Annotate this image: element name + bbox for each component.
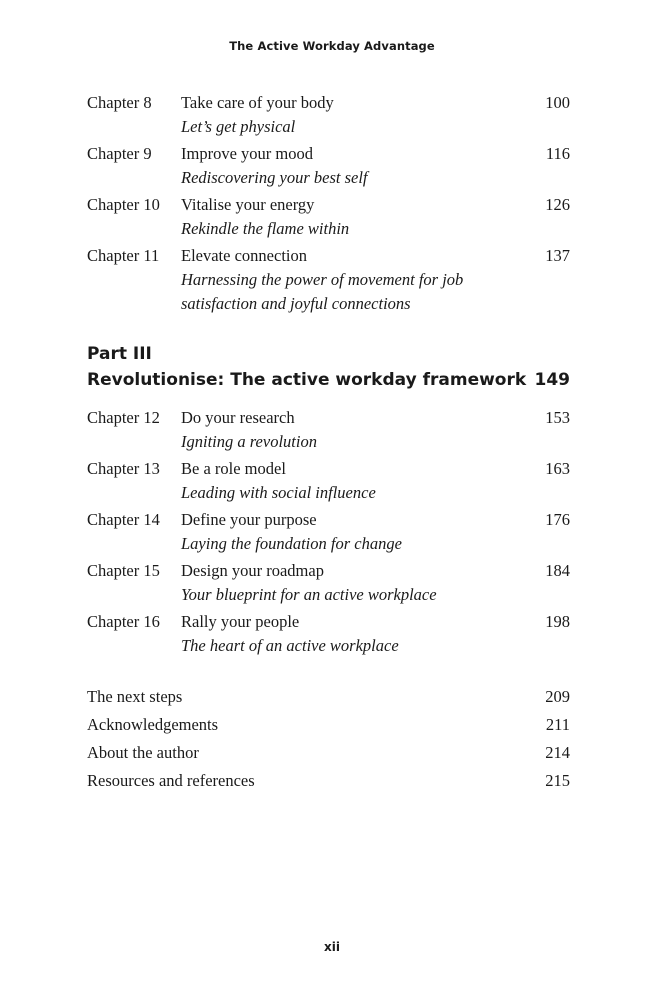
toc-entry-next-steps (87, 683, 570, 711)
chapter-number: Chapter 13 (87, 459, 160, 478)
toc-entry-chapter-15 (87, 559, 570, 607)
chapter-subtitle: Laying the foundation for change (181, 534, 402, 553)
chapter-title: Define your purpose (181, 510, 317, 529)
toc-part3-heading (87, 341, 570, 393)
chapter-subtitle: Rediscovering your best self (181, 168, 368, 187)
chapter-subtitle: Let’s get physical (181, 117, 296, 136)
toc-entry-chapter-10 (87, 193, 570, 241)
chapter-title: Vitalise your energy (181, 195, 315, 214)
running-head: The Active Workday Advantage (229, 39, 435, 53)
toc-entry-chapter-13 (87, 457, 570, 505)
end-matter-title: The next steps (87, 687, 183, 706)
part-page-number: 149 (534, 370, 570, 390)
chapter-number: Chapter 14 (87, 510, 160, 529)
toc-entry-chapter-8 (87, 91, 570, 139)
chapter-number: Chapter 10 (87, 195, 160, 214)
toc-entry-chapter-12 (87, 406, 570, 454)
chapter-subtitle: The heart of an active workplace (181, 636, 399, 655)
chapter-number: Chapter 9 (87, 144, 152, 163)
end-matter-page-number: 214 (545, 743, 570, 762)
toc-end-matter (87, 683, 570, 795)
toc-entry-chapter-16 (87, 610, 570, 658)
chapter-title: Improve your mood (181, 144, 313, 163)
chapter-subtitle: Your blueprint for an active workplace (181, 585, 437, 604)
chapter-subtitle: Igniting a revolution (181, 432, 317, 451)
chapter-subtitle: Rekindle the flame within (181, 219, 350, 238)
toc-entry-chapter-11 (87, 244, 570, 316)
chapter-page-number: 176 (545, 510, 570, 529)
toc-entry-about-author (87, 739, 570, 767)
chapter-number: Chapter 12 (87, 408, 160, 427)
chapter-page-number: 198 (545, 612, 570, 631)
chapter-page-number: 116 (545, 144, 570, 163)
end-matter-page-number: 211 (545, 715, 570, 734)
chapter-page-number: 137 (545, 246, 570, 265)
chapter-number: Chapter 11 (87, 246, 160, 265)
toc-entry-acknowledgements (87, 711, 570, 739)
end-matter-page-number: 215 (545, 771, 570, 790)
chapter-subtitle: Harnessing the power of movement for job satisfaction and joyful connections (181, 270, 464, 313)
chapter-title: Do your research (181, 408, 295, 427)
page-folio: xii (324, 940, 340, 954)
chapter-number: Chapter 8 (87, 93, 152, 112)
chapter-title: Elevate connection (181, 246, 307, 265)
chapter-number: Chapter 16 (87, 612, 160, 631)
toc-entry-resources (87, 767, 570, 795)
chapter-page-number: 153 (545, 408, 570, 427)
end-matter-title: Resources and references (87, 771, 255, 790)
chapter-title: Design your roadmap (181, 561, 324, 580)
toc-part3-chapters (87, 406, 570, 661)
chapter-title: Take care of your body (181, 93, 334, 112)
part-title: Revolutionise: The active workday framework (87, 370, 527, 390)
toc-part2-chapters (87, 91, 570, 319)
end-matter-page-number: 209 (545, 687, 570, 706)
chapter-number: Chapter 15 (87, 561, 160, 580)
chapter-page-number: 126 (545, 195, 570, 214)
part-label: Part III (87, 344, 152, 364)
end-matter-title: About the author (87, 743, 199, 762)
chapter-title: Be a role model (181, 459, 286, 478)
chapter-page-number: 100 (545, 93, 570, 112)
toc-entry-chapter-9 (87, 142, 570, 190)
chapter-title: Rally your people (181, 612, 300, 631)
toc-entry-chapter-14 (87, 508, 570, 556)
end-matter-title: Acknowledgements (87, 715, 219, 734)
chapter-page-number: 163 (545, 459, 570, 478)
chapter-page-number: 184 (545, 561, 570, 580)
chapter-subtitle: Leading with social influence (181, 483, 376, 502)
